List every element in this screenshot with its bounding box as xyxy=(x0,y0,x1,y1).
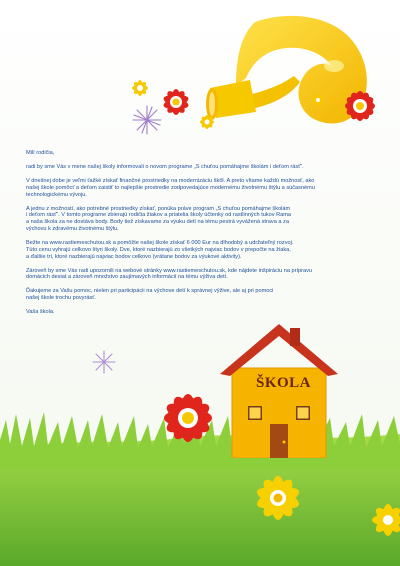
purple-flower-top xyxy=(133,106,161,134)
greeting: Milí rodičia, xyxy=(26,150,55,156)
yellow-flower-small-1 xyxy=(132,80,148,96)
paragraph-prize: Bežte na www.rastiemeschutou.sk a pomôžte našej škole získať 6 000 Eur na dlhodobý a udržateľný rozvoj. Túto cenu vyhrajú celkovo štyri školy. Dve, ktoré nazbierajú zo všetkých najviac bodov v prepočte na žiaka, a ďalšie tri, ktoré nazbierajú najviac bodov celkovo (vrátane bodov za výukové aktivity). xyxy=(26,239,294,260)
paragraph-website: Zároveň by sme Vás radi upozornili na webové stránky www.rastiemeschutou.sk, kde nájdete inšpiráciu na prípravu domácich desiat a zároveň množstvo zaujímavých informácií na tému výživa detí. xyxy=(26,267,313,281)
school-sign: ŠKOLA xyxy=(256,375,312,391)
yellow-flower-small-3 xyxy=(312,94,324,106)
paragraph-thanks: Ďakujeme za Vašu pomoc, nielen pri participácii na výchove detí k správnej výžive, ale aj pri pomoci našej škole trochu povyrásť. xyxy=(26,288,274,302)
letter-body xyxy=(26,150,364,323)
paragraph-program: A jednu z možností, ako potrebné prostriedky získať, ponúka práve program „S chuťou pomáhajme školám i deťom rásť“. V tomto programe zbierajú rodičia žiakov a priatelia školy účtenky od rastlinných tukov Rama a naša škola za ne dostáva body. Body tiež získavame za výuku detí na tému pestrá vyvážená strava a za výchovu k zdravému životnému štýlu. xyxy=(26,205,292,232)
paragraph-funding: V dnešnej dobe je veľmi ťažké získať finančné prostriedky na modernizáciu škôl. A preto vítame každú možnosť, ako našej škole pomôcť a deťom zaistiť to najlepšie prostredie zodpovedajúce modernému životnému štýlu a súčasnému technologickému vývoju. xyxy=(26,177,315,198)
paragraph-intro: radi by sme Vás v mene našej školy informovali o novom programe „S chuťou pomáhajme školám i deťom rásť“. xyxy=(26,163,304,170)
purple-flower-bottom xyxy=(93,351,115,373)
signature: Vaša škola. xyxy=(26,309,55,316)
